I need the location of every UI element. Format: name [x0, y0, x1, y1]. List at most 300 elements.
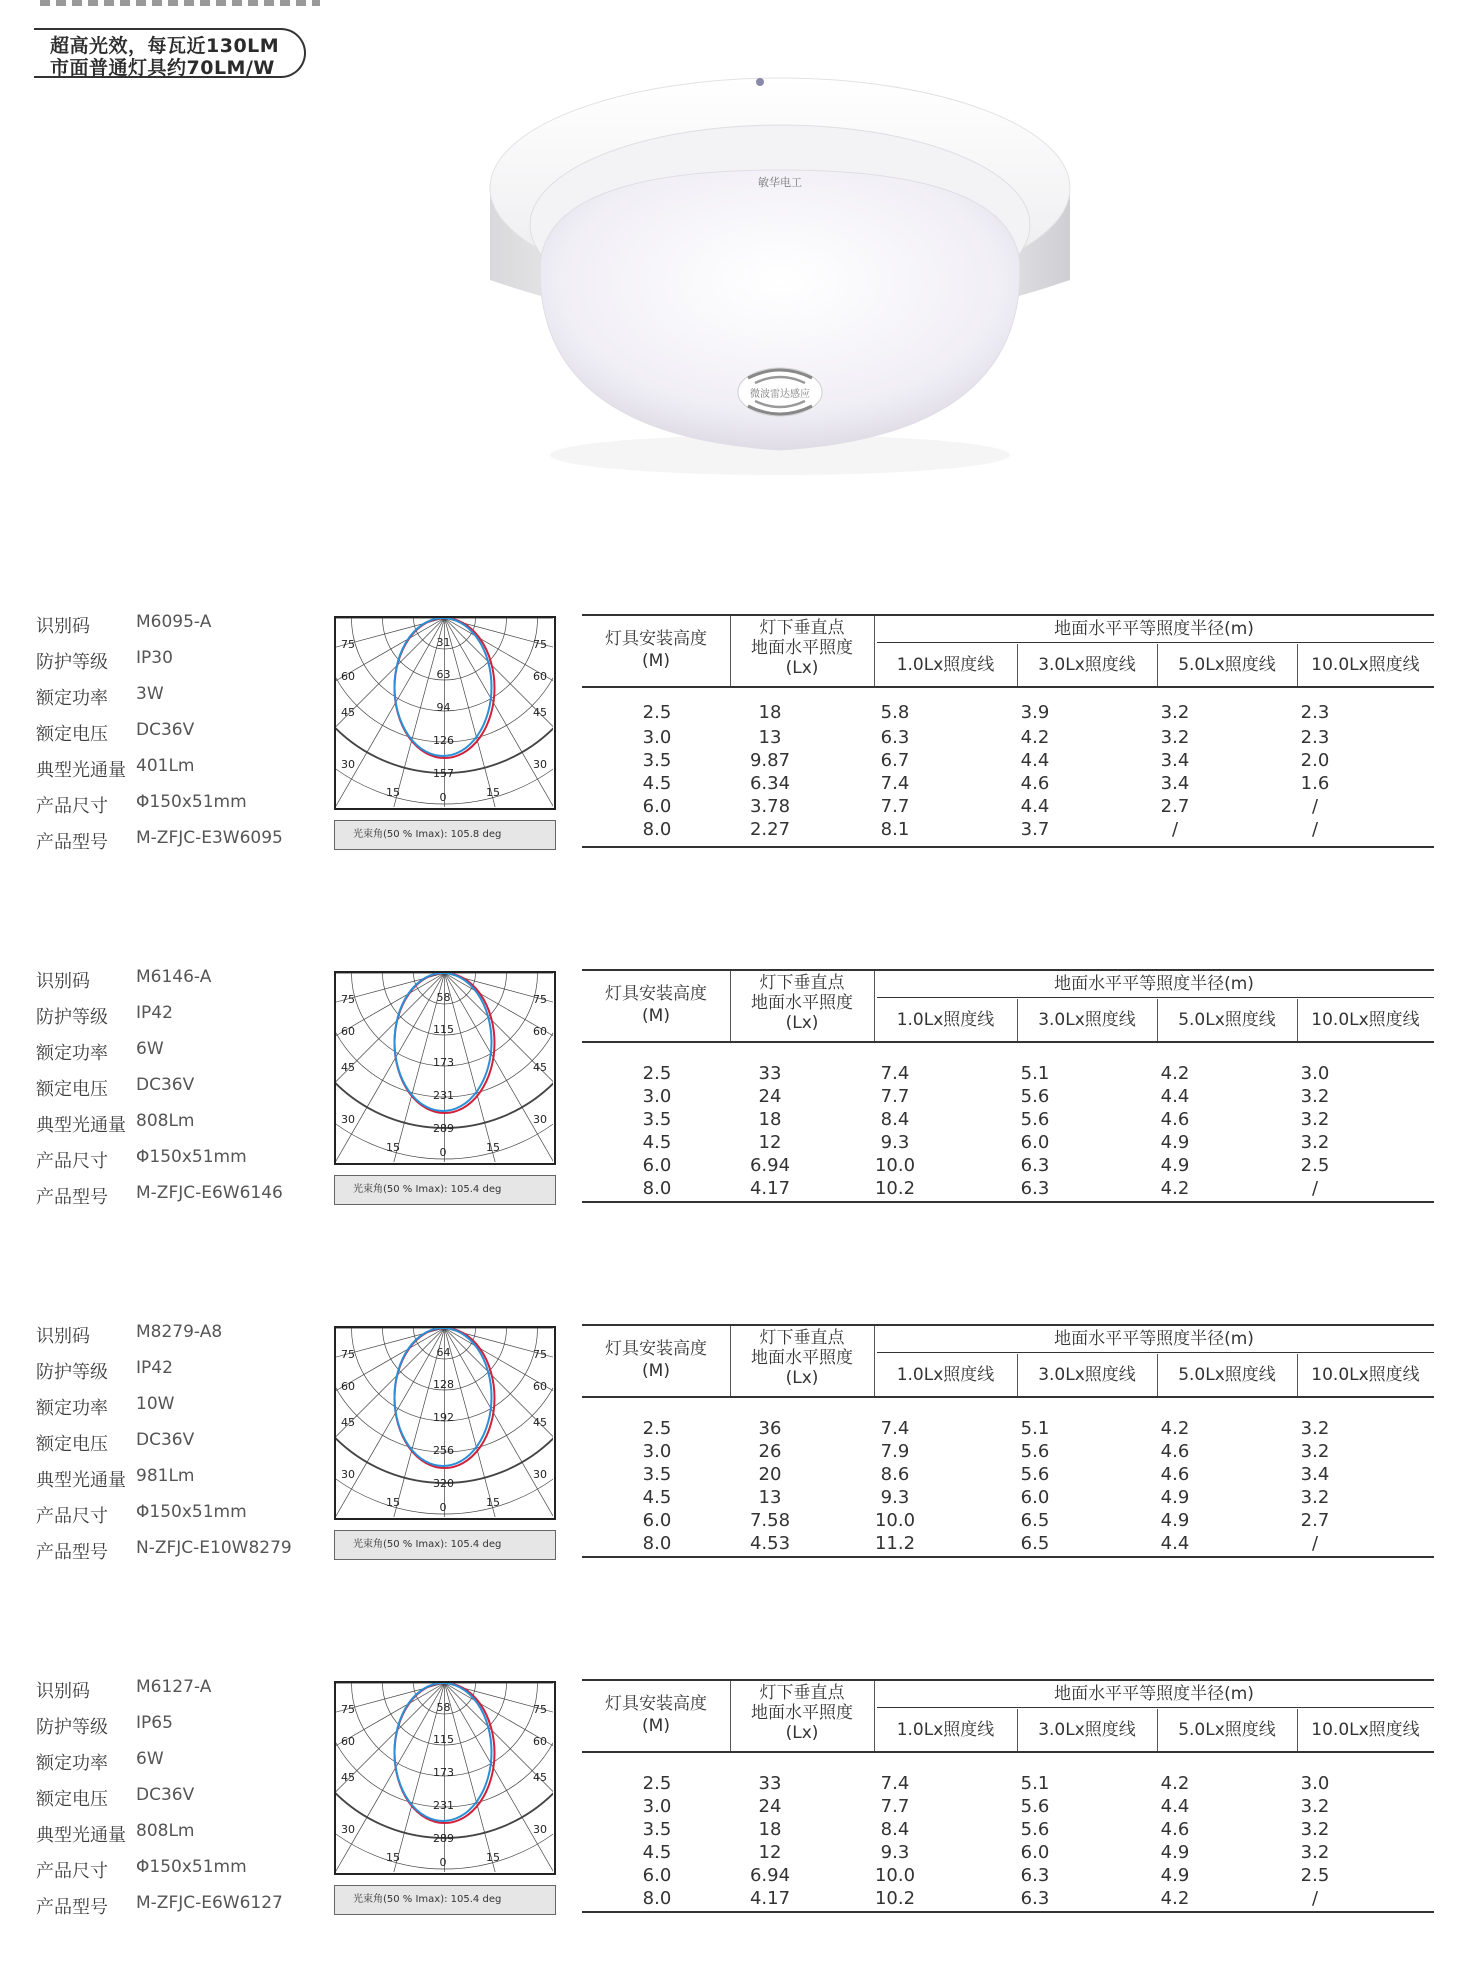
table-cell: 13	[758, 727, 782, 748]
table-cell: 3.2	[1300, 1418, 1330, 1439]
header-radius-col: 5.0Lx照度线	[1178, 1365, 1276, 1385]
illuminance-table	[582, 612, 1434, 848]
polar-angle-label: 60	[533, 1025, 547, 1038]
table-cell: 4.9	[1160, 1132, 1190, 1153]
table-cell: 12	[758, 1132, 782, 1153]
polar-scale-label: 58	[436, 1701, 451, 1714]
table-cell: 4.4	[1160, 1533, 1190, 1554]
table-cell: 2.5	[642, 1773, 672, 1794]
header-install-height: (M)	[642, 1716, 670, 1736]
cropped-heading	[40, 0, 320, 6]
polar-diagram	[334, 971, 558, 1203]
polar-angle-label: 60	[341, 1025, 355, 1038]
polar-scale-label: 173	[433, 1056, 454, 1069]
polar-angle-label: 60	[533, 1380, 547, 1393]
spec-label: 额定电压	[36, 724, 108, 745]
spec-value: Φ150x51mm	[136, 1147, 247, 1167]
polar-scale-label: 128	[433, 1378, 454, 1391]
table-cell: 33	[758, 1063, 782, 1084]
polar-scale-label: 320	[433, 1477, 454, 1490]
table-cell: 7.4	[880, 1063, 910, 1084]
table-subheader-rule	[877, 997, 1434, 998]
table-cell: 6.3	[1020, 1865, 1050, 1886]
spec-label: 额定电压	[36, 1789, 108, 1810]
polar-scale-label: 115	[433, 1023, 454, 1036]
table-cell: 6.0	[642, 1865, 672, 1886]
table-cell: 9.87	[749, 750, 791, 771]
table-cell: 4.2	[1020, 727, 1050, 748]
table-cell: 18	[758, 1109, 782, 1130]
spec-value: IP42	[136, 1358, 173, 1378]
table-cell: 8.4	[880, 1109, 910, 1130]
polar-scale-label: 256	[433, 1444, 454, 1457]
polar-plot-frame	[334, 1681, 556, 1875]
table-cell: 3.4	[1300, 1464, 1330, 1485]
table-cell: 4.4	[1160, 1796, 1190, 1817]
header-radius-col: 1.0Lx照度线	[896, 1720, 995, 1740]
polar-angle-label: 0	[439, 1501, 447, 1514]
table-cell: 4.9	[1160, 1865, 1190, 1886]
spec-value: M6095-A	[136, 612, 212, 632]
header-radius-col: 3.0Lx照度线	[1038, 1010, 1136, 1030]
table-cell: 6.7	[880, 750, 910, 771]
spec-value: IP30	[136, 648, 173, 668]
polar-scale-label: 115	[433, 1733, 454, 1746]
table-cell: 9.3	[880, 1132, 910, 1153]
table-cell: 2.3	[1300, 702, 1330, 723]
table-cell: 10.0	[874, 1510, 916, 1531]
header-center-illuminance: 地面水平照度	[751, 1703, 853, 1723]
header-radius-col: 1.0Lx照度线	[896, 1365, 995, 1385]
table-cell: 10.0	[874, 1155, 916, 1176]
table-cell: 4.5	[642, 1487, 672, 1508]
table-cell: 3.2	[1300, 1487, 1330, 1508]
product-section	[0, 612, 1462, 912]
table-subheader-rule	[877, 1352, 1434, 1353]
spec-label: 防护等级	[36, 1362, 108, 1383]
polar-scale-label: 231	[433, 1089, 454, 1102]
spec-value: Φ150x51mm	[136, 1502, 247, 1522]
table-cell: 5.6	[1020, 1086, 1050, 1107]
polar-angle-label: 30	[533, 1113, 547, 1126]
polar-plot-frame	[334, 971, 556, 1165]
header-center-illuminance: (Lx)	[785, 1723, 819, 1743]
spec-label: 识别码	[36, 1681, 90, 1702]
table-cell: 4.5	[642, 1842, 672, 1863]
table-cell: 3.7	[1020, 819, 1050, 840]
spec-value: M6146-A	[136, 967, 212, 987]
table-cell: 3.2	[1300, 1819, 1330, 1840]
table-cell: 4.2	[1160, 1178, 1190, 1199]
polar-angle-label: 30	[533, 1823, 547, 1836]
spec-label: 典型光通量	[36, 1825, 126, 1846]
table-cell: 6.0	[642, 1155, 672, 1176]
table-cell: 8.1	[880, 819, 910, 840]
table-rule	[582, 969, 1434, 971]
table-cell: 6.34	[749, 773, 791, 794]
spec-value: 981Lm	[136, 1466, 195, 1486]
polar-angle-label: 15	[386, 1496, 400, 1509]
table-cell: 8.0	[642, 1178, 672, 1199]
table-cell: 10.0	[874, 1865, 916, 1886]
polar-angle-label: 30	[341, 1823, 355, 1836]
polar-angle-label: 30	[341, 758, 355, 771]
table-cell: 7.9	[880, 1441, 910, 1462]
polar-angle-label: 75	[533, 1703, 547, 1716]
table-cell: 3.0	[1300, 1063, 1330, 1084]
table-cell: 3.0	[1300, 1773, 1330, 1794]
spec-label: 典型光通量	[36, 1470, 126, 1491]
header-install-height: (M)	[642, 651, 670, 671]
polar-angle-label: 30	[341, 1468, 355, 1481]
table-cell: 20	[758, 1464, 782, 1485]
spec-label: 额定电压	[36, 1079, 108, 1100]
spec-value: N-ZFJC-E10W8279	[136, 1538, 292, 1558]
table-cell: 4.2	[1160, 1773, 1190, 1794]
table-rule	[582, 846, 1434, 848]
table-cell: 4.9	[1160, 1842, 1190, 1863]
polar-scale-label: 157	[433, 767, 454, 780]
polar-scale-label: 289	[433, 1832, 454, 1845]
table-cell: 4.6	[1160, 1109, 1190, 1130]
table-cell: 6.94	[749, 1865, 791, 1886]
table-rule	[582, 1751, 1434, 1753]
table-cell: 4.5	[642, 1132, 672, 1153]
spec-label: 产品尺寸	[36, 796, 108, 817]
table-cell: 3.2	[1160, 727, 1190, 748]
polar-scale-label: 126	[433, 734, 454, 747]
table-cell: 4.5	[642, 773, 672, 794]
table-cell: 4.6	[1160, 1441, 1190, 1462]
spec-label: 典型光通量	[36, 760, 126, 781]
table-cell: 3.4	[1160, 773, 1190, 794]
table-cell: 2.5	[642, 702, 672, 723]
table-cell: 2.7	[1300, 1510, 1330, 1531]
spec-value: 401Lm	[136, 756, 195, 776]
spec-label: 防护等级	[36, 652, 108, 673]
polar-angle-label: 60	[341, 670, 355, 683]
table-cell: 5.6	[1020, 1441, 1050, 1462]
table-cell: /	[1311, 1178, 1319, 1199]
spec-value: M-ZFJC-E3W6095	[136, 828, 283, 848]
spec-value: 6W	[136, 1749, 164, 1769]
table-cell: 3.2	[1300, 1109, 1330, 1130]
table-cell: 5.6	[1020, 1796, 1050, 1817]
spec-value: 6W	[136, 1039, 164, 1059]
table-cell: /	[1311, 1533, 1319, 1554]
polar-scale-label: 289	[433, 1122, 454, 1135]
polar-angle-label: 75	[533, 993, 547, 1006]
spec-value: DC36V	[136, 1785, 195, 1805]
header-radius-group: 地面水平平等照度半径(m)	[1054, 1329, 1254, 1349]
table-cell: 3.4	[1160, 750, 1190, 771]
table-rule	[582, 1396, 1434, 1398]
table-cell: 4.2	[1160, 1063, 1190, 1084]
spec-label: 识别码	[36, 971, 90, 992]
table-cell: 4.4	[1020, 750, 1050, 771]
table-cell: 3.2	[1300, 1796, 1330, 1817]
polar-diagram	[334, 1681, 558, 1913]
spec-value: IP42	[136, 1003, 173, 1023]
illuminance-table	[582, 1322, 1434, 1558]
table-cell: 2.27	[749, 819, 791, 840]
header-radius-col: 10.0Lx照度线	[1311, 655, 1420, 675]
table-cell: 9.3	[880, 1842, 910, 1863]
table-cell: 4.2	[1160, 1888, 1190, 1909]
table-cell: /	[1171, 819, 1179, 840]
spec-value: DC36V	[136, 1430, 195, 1450]
table-cell: /	[1311, 819, 1319, 840]
table-cell: 8.0	[642, 1888, 672, 1909]
polar-angle-label: 15	[386, 786, 400, 799]
spec-label: 产品尺寸	[36, 1861, 108, 1882]
header-center-illuminance: (Lx)	[785, 1368, 819, 1388]
spec-label: 产品型号	[36, 1897, 108, 1918]
spec-value: DC36V	[136, 720, 195, 740]
spec-value: 808Lm	[136, 1111, 195, 1131]
table-cell: 4.4	[1020, 796, 1050, 817]
table-cell: 7.4	[880, 1418, 910, 1439]
table-cell: 3.2	[1300, 1086, 1330, 1107]
spec-label: 额定功率	[36, 1753, 108, 1774]
table-cell: 5.1	[1020, 1063, 1050, 1084]
polar-angle-label: 45	[533, 1416, 547, 1429]
header-radius-col: 5.0Lx照度线	[1178, 1720, 1276, 1740]
spec-label: 产品型号	[36, 1187, 108, 1208]
polar-scale-label: 63	[436, 668, 451, 681]
header-radius-group: 地面水平平等照度半径(m)	[1054, 974, 1254, 994]
header-radius-group: 地面水平平等照度半径(m)	[1054, 1684, 1254, 1704]
spec-value: Φ150x51mm	[136, 792, 247, 812]
product-section	[0, 1322, 1462, 1622]
polar-angle-label: 75	[533, 1348, 547, 1361]
table-cell: 3.0	[642, 1796, 672, 1817]
table-cell: /	[1311, 796, 1319, 817]
table-cell: 4.17	[749, 1178, 791, 1199]
table-cell: 3.0	[642, 1086, 672, 1107]
spec-value: M-ZFJC-E6W6146	[136, 1183, 283, 1203]
spec-label: 防护等级	[36, 1007, 108, 1028]
beam-angle-box: 光束角(50 % Imax): 105.8 deg	[334, 820, 556, 850]
table-cell: 4.53	[749, 1533, 791, 1554]
polar-angle-label: 15	[386, 1141, 400, 1154]
spec-value: IP65	[136, 1713, 173, 1733]
table-rule	[582, 614, 1434, 616]
table-cell: 7.4	[880, 773, 910, 794]
product-section	[0, 967, 1462, 1267]
header-center-illuminance: 灯下垂直点	[759, 618, 845, 638]
polar-angle-label: 75	[341, 1348, 355, 1361]
table-cell: 5.6	[1020, 1109, 1050, 1130]
table-rule	[582, 1201, 1434, 1203]
beam-angle-box: 光束角(50 % Imax): 105.4 deg	[334, 1175, 556, 1205]
table-cell: 4.9	[1160, 1487, 1190, 1508]
table-rule	[582, 1679, 1434, 1681]
header-center-illuminance: 灯下垂直点	[759, 973, 845, 993]
table-cell: 2.5	[1300, 1155, 1330, 1176]
beam-angle-box: 光束角(50 % Imax): 105.4 deg	[334, 1885, 556, 1915]
header-radius-col: 10.0Lx照度线	[1311, 1720, 1420, 1740]
spec-label: 产品尺寸	[36, 1151, 108, 1172]
table-cell: 4.17	[749, 1888, 791, 1909]
table-cell: 7.7	[880, 1796, 910, 1817]
polar-angle-label: 15	[486, 1851, 500, 1864]
table-cell: 10.2	[874, 1888, 916, 1909]
table-rule	[582, 686, 1434, 688]
table-cell: 6.3	[880, 727, 910, 748]
illuminance-table	[582, 1677, 1434, 1913]
badge-line-1: 超高光效，每瓦近130LM	[50, 35, 280, 57]
polar-angle-label: 30	[533, 758, 547, 771]
header-radius-col: 10.0Lx照度线	[1311, 1365, 1420, 1385]
spec-value: M-ZFJC-E6W6127	[136, 1893, 283, 1913]
polar-angle-label: 45	[533, 1771, 547, 1784]
table-subheader-rule	[877, 642, 1434, 643]
header-install-height: (M)	[642, 1361, 670, 1381]
product-lamp-image	[480, 60, 1080, 510]
table-cell: 2.0	[1300, 750, 1330, 771]
table-cell: 3.5	[642, 1464, 672, 1485]
table-rule	[582, 1041, 1434, 1043]
table-cell: 4.6	[1160, 1819, 1190, 1840]
spec-label: 额定功率	[36, 1043, 108, 1064]
polar-angle-label: 60	[533, 670, 547, 683]
table-cell: 2.5	[642, 1418, 672, 1439]
table-cell: 7.7	[880, 796, 910, 817]
spec-label: 额定功率	[36, 1398, 108, 1419]
table-cell: 3.2	[1160, 702, 1190, 723]
polar-angle-label: 45	[341, 1771, 355, 1784]
table-cell: 3.5	[642, 1109, 672, 1130]
polar-angle-label: 45	[341, 706, 355, 719]
illuminance-table	[582, 967, 1434, 1203]
polar-angle-label: 30	[341, 1113, 355, 1126]
table-cell: 4.9	[1160, 1155, 1190, 1176]
polar-angle-label: 45	[341, 1061, 355, 1074]
table-cell: 7.58	[749, 1510, 791, 1531]
polar-svg	[336, 1683, 553, 1872]
header-radius-col: 3.0Lx照度线	[1038, 655, 1136, 675]
table-cell: 3.2	[1300, 1842, 1330, 1863]
table-cell: 3.5	[642, 1819, 672, 1840]
spec-label: 典型光通量	[36, 1115, 126, 1136]
polar-angle-label: 75	[533, 638, 547, 651]
header-install-height: 灯具安装高度	[605, 1339, 707, 1359]
table-cell: 24	[758, 1796, 782, 1817]
polar-angle-label: 45	[341, 1416, 355, 1429]
polar-angle-label: 0	[439, 1856, 447, 1869]
table-cell: 24	[758, 1086, 782, 1107]
header-center-illuminance: (Lx)	[785, 1013, 819, 1033]
table-cell: 5.8	[880, 702, 910, 723]
polar-scale-label: 94	[436, 701, 451, 714]
header-radius-col: 5.0Lx照度线	[1178, 655, 1276, 675]
polar-angle-label: 0	[439, 1146, 447, 1159]
table-cell: 6.3	[1020, 1178, 1050, 1199]
table-cell: 1.6	[1300, 773, 1330, 794]
polar-angle-label: 60	[533, 1735, 547, 1748]
table-cell: 5.6	[1020, 1819, 1050, 1840]
spec-label: 防护等级	[36, 1717, 108, 1738]
spec-value: Φ150x51mm	[136, 1857, 247, 1877]
header-radius-col: 5.0Lx照度线	[1178, 1010, 1276, 1030]
table-cell: 8.0	[642, 819, 672, 840]
polar-angle-label: 45	[533, 706, 547, 719]
table-cell: 12	[758, 1842, 782, 1863]
polar-angle-label: 60	[341, 1380, 355, 1393]
polar-angle-label: 15	[486, 1141, 500, 1154]
header-radius-col: 1.0Lx照度线	[896, 1010, 995, 1030]
table-rule	[582, 1324, 1434, 1326]
table-cell: 2.7	[1160, 796, 1190, 817]
table-cell: 18	[758, 1819, 782, 1840]
table-cell: 2.5	[642, 1063, 672, 1084]
table-cell: 33	[758, 1773, 782, 1794]
table-cell: 2.3	[1300, 727, 1330, 748]
table-cell: 13	[758, 1487, 782, 1508]
polar-angle-label: 15	[486, 1496, 500, 1509]
spec-label: 识别码	[36, 616, 90, 637]
table-cell: 2.5	[1300, 1865, 1330, 1886]
table-cell: 6.94	[749, 1155, 791, 1176]
table-cell: 4.2	[1160, 1418, 1190, 1439]
table-cell: 6.3	[1020, 1155, 1050, 1176]
spec-label: 产品型号	[36, 832, 108, 853]
header-center-illuminance: 地面水平照度	[751, 638, 853, 658]
table-cell: 10.2	[874, 1178, 916, 1199]
spec-value: DC36V	[136, 1075, 195, 1095]
table-subheader-rule	[877, 1707, 1434, 1708]
header-install-height: 灯具安装高度	[605, 984, 707, 1004]
table-cell: 6.0	[1020, 1842, 1050, 1863]
beam-angle-box: 光束角(50 % Imax): 105.4 deg	[334, 1530, 556, 1560]
polar-angle-label: 45	[533, 1061, 547, 1074]
header-install-height: 灯具安装高度	[605, 629, 707, 649]
polar-angle-label: 15	[386, 1851, 400, 1864]
polar-scale-label: 192	[433, 1411, 454, 1424]
table-cell: 5.1	[1020, 1418, 1050, 1439]
header-center-illuminance: (Lx)	[785, 658, 819, 678]
table-cell: 6.5	[1020, 1510, 1050, 1531]
header-center-illuminance: 地面水平照度	[751, 993, 853, 1013]
polar-svg	[336, 618, 553, 807]
efficiency-badge	[34, 28, 306, 78]
polar-scale-label: 31	[436, 636, 451, 649]
polar-angle-label: 75	[341, 638, 355, 651]
table-cell: 6.0	[642, 796, 672, 817]
header-radius-group: 地面水平平等照度半径(m)	[1054, 619, 1254, 639]
table-cell: 3.0	[642, 1441, 672, 1462]
table-cell: 6.0	[1020, 1487, 1050, 1508]
table-cell: 8.0	[642, 1533, 672, 1554]
spec-label: 产品型号	[36, 1542, 108, 1563]
table-cell: 6.0	[642, 1510, 672, 1531]
header-radius-col: 1.0Lx照度线	[896, 655, 995, 675]
spec-label: 额定功率	[36, 688, 108, 709]
header-center-illuminance: 灯下垂直点	[759, 1328, 845, 1348]
spec-value: M8279-A8	[136, 1322, 223, 1342]
header-install-height: (M)	[642, 1006, 670, 1026]
header-center-illuminance: 灯下垂直点	[759, 1683, 845, 1703]
spec-label: 识别码	[36, 1326, 90, 1347]
table-cell: 8.6	[880, 1464, 910, 1485]
table-cell: 36	[758, 1418, 782, 1439]
table-cell: 4.6	[1020, 773, 1050, 794]
header-radius-col: 3.0Lx照度线	[1038, 1720, 1136, 1740]
table-cell: 6.3	[1020, 1888, 1050, 1909]
spec-value: 808Lm	[136, 1821, 195, 1841]
polar-svg	[336, 1328, 553, 1517]
